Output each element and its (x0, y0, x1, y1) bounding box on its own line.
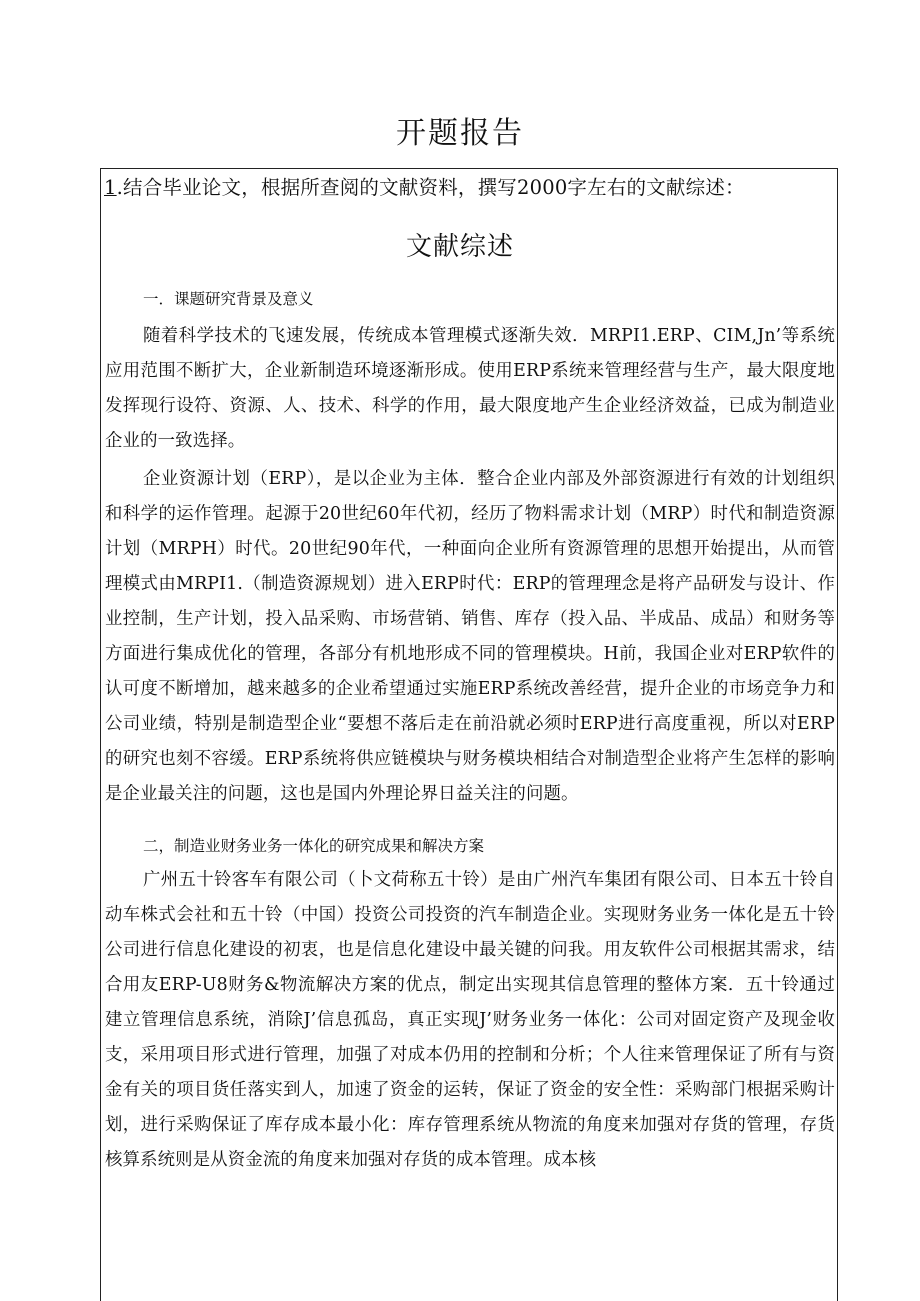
paragraph-research-1: 广州五十铃客车有限公司（卜文荷称五十铃）是由广州汽车集团有限公司、日本五十铃自动车株式会社和五十铃（中国）投资公司投资的汽车制造企业。实现财务业务一体化是五十铃公司进行信息化建设的初衷，也是信息化建设中最关键的问我。用友软件公司根据其需求，结合用友ERP-U8财务&物流解决方案的优点，制定出实现其信息管理的整体方案．五十铃通过建立管理信息系统，消除J’信息孤岛，真正实现J’财务业务一体化：公司对固定资产及现金收支，采用项目形式进行管理，加强了对成本仍用的控制和分析；个人往来管理保证了所有与资金有关的项目货任落实到人，加速了资金的运转，保证了资金的安全性：采购部门根据采购计划，进行采购保证了库存成本最小化：库存管理系统从物流的角度来加强对存货的管理，存货核算系统则是从资金流的角度来加强对存货的成本管理。成本核 (105, 870, 835, 1170)
paragraph-background-1: 随着科学技术的飞速发展，传统成本管理模式逐渐失效．MRPI1.ERP、CIM,Jn’等系统应用范围不断扩大，企业新制造环境逐渐形成。使用ERP系统来管理经营与生产，最大限度地发挥现行设符、资源、人、技术、科学的作用，最大限度地产生企业经济效益，已成为制造业企业的一致选择。 (105, 326, 835, 451)
section-heading-background: 一．课题研究背景及意义 (143, 290, 314, 308)
prompt-line (104, 172, 834, 200)
literature-review-title: 文献综述 (405, 232, 514, 262)
prompt-number: 1 (104, 176, 117, 199)
prompt-text: .结合毕业论文，根据所查阅的文献资料，撰写2000字左右的文献综述： (116, 176, 745, 199)
document-title: 开题报告 (396, 116, 524, 151)
paragraph-background-2: 企业资源计划（ERP），是以企业为主体．整合企业内部及外部资源进行有效的计划组织和科学的运作管理。起源于20世纪60年代初，经历了物料需求计划（MRP）时代和制造资源计划（MRPH）时代。20世纪90年代，一种面向企业所有资源管理的思想开始提出，从而管理模式由MRPI1.（制造资源规划）进入ERP时代：ERP的管理理念是将产品研发与设计、作业控制，生产计划，投入品采购、市场营销、销售、库存（投入品、半成品、成品）和财务等方面进行集成优化的管理，各部分有机地形成不同的管理模块。H前，我国企业对ERP软件的认可度不断增加，越来越多的企业希望通过实施ERP系统改善经营，提升企业的市场竞争力和公司业绩，特别是制造型企业“要想不落后走在前沿就必须时ERP进行高度重视，所以对ERP的研究也刻不容缓。ERP系统将供应链模块与财务模块相结合对制造型企业将产生怎样的影响是企业最关注的问题，这也是国内外理论界日益关注的问题。 (105, 469, 835, 804)
section-heading-research: 二，制造业财务业务一体化的研究成果和解决方案 (143, 837, 485, 855)
